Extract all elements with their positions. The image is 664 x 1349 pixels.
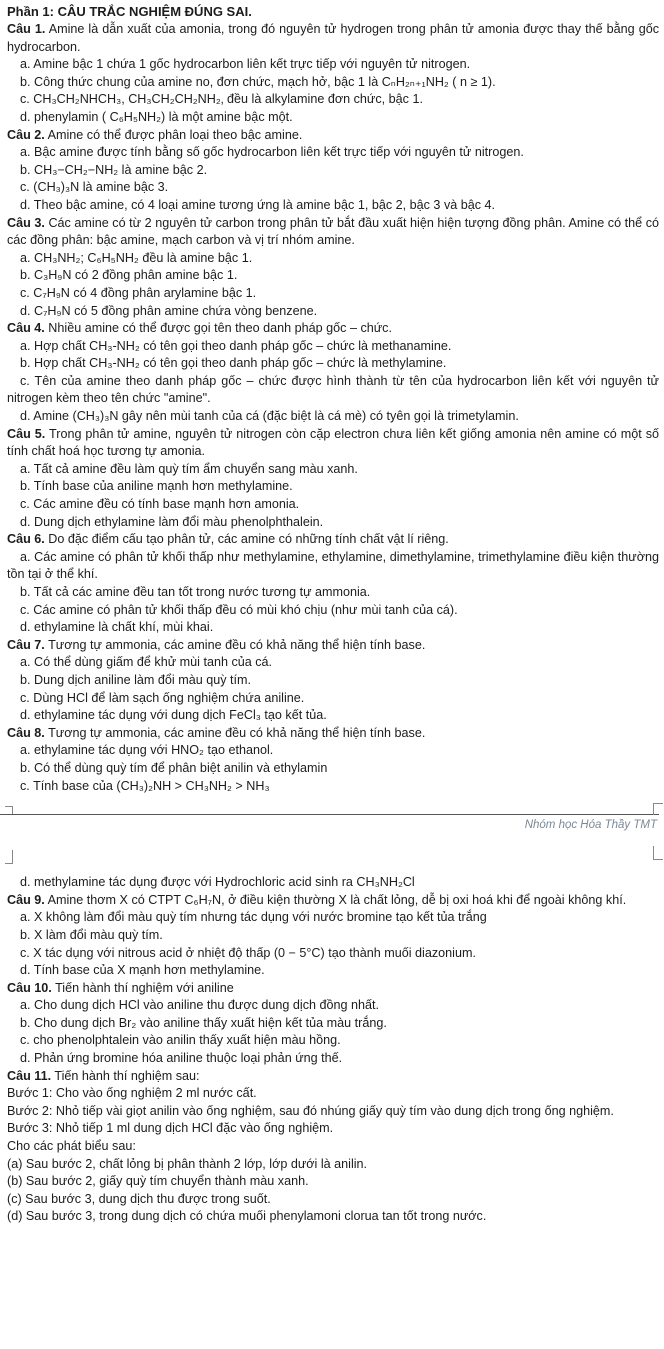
question-label: Câu 2. — [7, 127, 45, 142]
question-text: Tương tự ammonia, các amine đều có khả năng thể hiện tính base. — [44, 637, 426, 652]
procedure-line: (a) Sau bước 2, chất lỏng bị phân thành 2 lớp, lớp dưới là anilin. — [7, 1156, 368, 1171]
answer-option: c. (CH₃)₃N là amine bậc 3. — [20, 180, 169, 195]
answer-option: d. Tính base của X mạnh hơn methylamine. — [20, 963, 265, 978]
page-break — [7, 798, 659, 872]
page-break-line — [0, 814, 659, 815]
answer-option: d. Amine (CH₃)₃N gây nên mùi tanh của cá (đặc biệt là cá mè) có tyên gọi là trimetylamin. — [20, 409, 519, 424]
answer-option: a. X không làm đổi màu quỳ tím nhưng tác dụng với nước bromine tạo kết tủa trắng — [20, 910, 487, 925]
question-stem — [7, 320, 659, 338]
answer-option: c. cho phenolphtalein vào anilin thấy xuất hiện màu hồng. — [20, 1033, 341, 1048]
answer-option: a. CH₃NH₂; C₆H₅NH₂ đều là amine bậc 1. — [20, 250, 253, 265]
question-text: Nhiều amine có thể được gọi tên theo danh pháp gốc – chức. — [44, 321, 392, 336]
procedure-line: (b) Sau bước 2, giấy quỳ tím chuyển thành màu xanh. — [7, 1174, 309, 1189]
answer-option: c. X tác dụng với nitrous acid ở nhiệt độ thấp (0 − 5°C) tạo thành muối diazonium. — [20, 945, 476, 960]
answer-option: b. C₃H₉N có 2 đồng phân amine bậc 1. — [20, 268, 238, 283]
answer-option: a. Hợp chất CH₃-NH₂ có tên gọi theo danh pháp gốc – chức là methanamine. — [20, 338, 452, 353]
question-stem — [7, 426, 659, 461]
answer-option: d. ethylamine là chất khí, mùi khai. — [20, 620, 214, 635]
answer-option: a. Có thể dùng giấm để khử mùi tanh của cá. — [20, 655, 273, 670]
question-stem — [7, 127, 659, 145]
question-stem — [7, 892, 659, 910]
question-label: Câu 9. — [7, 892, 45, 907]
answer-option: b. X làm đổi màu quỳ tím. — [20, 927, 163, 942]
question-stem — [7, 980, 659, 998]
questions-part-2 — [7, 874, 659, 1226]
question-stem — [7, 531, 659, 549]
question-label: Câu 8. — [7, 725, 45, 740]
question-text: Amine thơm X có CTPT C₆H₇N, ở điều kiện thường X là chất lỏng, dễ bị oxi hoá khi để ngoài không khí. — [44, 892, 627, 907]
question-text: Trong phân tử amine, nguyên tử nitrogen còn cặp electron chưa liên kết giống amonia nên amine có một số tính chất hoá học tương tự amonia. — [7, 426, 659, 459]
answer-option: c. Dùng HCl để làm sạch ống nghiệm chứa aniline. — [20, 690, 305, 705]
answer-option: a. Tất cả amine đều làm quỳ tím ẩm chuyển sang màu xanh. — [20, 461, 358, 476]
question-text: Tiến hành thí nghiệm với aniline — [51, 980, 234, 995]
answer-option: a. Bậc amine được tính bằng số gốc hydrocarbon liên kết trực tiếp với nguyên tử nitrogen. — [20, 145, 524, 160]
answer-option: b. Cho dung dịch Br₂ vào aniline thấy xuất hiện kết tủa màu trắng. — [20, 1015, 387, 1030]
answer-option: b. CH₃−CH₂−NH₂ là amine bậc 2. — [20, 162, 208, 177]
answer-option: b. Tất cả các amine đều tan tốt trong nước tương tự ammonia. — [20, 585, 371, 599]
question-text: Các amine có từ 2 nguyên tử carbon trong phân tử bắt đầu xuất hiện hiện tượng đồng phân. Amine có thể có các đồng phân: bậc amine, mạch carbon và vị trí nhóm amine. — [7, 215, 659, 248]
crop-mark-top-left — [5, 806, 13, 814]
procedure-line: Bước 2: Nhỏ tiếp vài giọt anilin vào ống nghiệm, sau đó nhúng giấy quỳ tím vào dung dịch trong ống nghiệm. — [7, 1103, 614, 1118]
answer-option: d. Dung dịch ethylamine làm đổi màu phenolphthalein. — [20, 514, 324, 529]
question-text: Tiến hành thí nghiệm sau: — [51, 1068, 200, 1083]
question-stem — [7, 637, 659, 655]
crop-mark-bottom-right — [653, 846, 663, 860]
procedure-line: Bước 3: Nhỏ tiếp 1 ml dung dịch HCl đặc vào ống nghiệm. — [7, 1121, 334, 1136]
answer-option: a. Các amine có phân tử khối thấp như methylamine, ethylamine, dimethylamine, trimethylamine điều kiện thường tồn tại ở thể khí. — [7, 549, 659, 582]
answer-option: d. Phản ứng bromine hóa aniline thuộc loại phản ứng thế. — [20, 1051, 343, 1066]
question-label: Câu 11. — [7, 1068, 52, 1083]
answer-option: a. Cho dung dịch HCl vào aniline thu được dung dịch đồng nhất. — [20, 998, 380, 1013]
questions-part-1 — [7, 21, 659, 795]
procedure-line: (d) Sau bước 3, trong dung dịch có chứa muối phenylamoni clorua tan tốt trong nước. — [7, 1209, 487, 1224]
answer-option: b. Hợp chất CH₃-NH₂ có tên gọi theo danh pháp gốc – chức là methylamine. — [20, 356, 447, 371]
question-label: Câu 6. — [7, 532, 45, 547]
answer-option: b. Tính base của aniline mạnh hơn methylamine. — [20, 479, 293, 494]
watermark-text: Nhóm học Hóa Thầy TMT — [524, 819, 657, 832]
question-label: Câu 1. — [7, 22, 46, 36]
question-text: Do đặc điểm cấu tạo phân tử, các amine có những tính chất vật lí riêng. — [44, 532, 449, 547]
question-label: Câu 3. — [7, 215, 45, 230]
question-stem — [7, 725, 659, 743]
answer-option: c. C₇H₉N có 4 đồng phân arylamine bậc 1. — [20, 285, 257, 300]
procedure-line: Cho các phát biểu sau: — [7, 1139, 136, 1154]
crop-mark-bottom-left — [5, 850, 13, 864]
question-stem — [7, 21, 659, 56]
answer-option: d. methylamine tác dụng được với Hydrochloric acid sinh ra CH₃NH₂Cl — [20, 875, 415, 890]
answer-option: b. Dung dịch aniline làm đổi màu quỳ tím. — [20, 672, 252, 687]
question-label: Câu 4. — [7, 321, 45, 336]
answer-option: c. Tính base của (CH₃)₂NH > CH₃NH₂ > NH₃ — [20, 778, 270, 793]
question-stem — [7, 215, 659, 250]
question-text: Amine có thể được phân loại theo bậc amine. — [44, 127, 303, 142]
answer-option: d. ethylamine tác dụng với dung dịch FeCl₃ tạo kết tủa. — [20, 708, 327, 723]
answer-option: d. Theo bậc amine, có 4 loại amine tương ứng là amine bậc 1, bậc 2, bậc 3 và bậc 4. — [20, 197, 496, 212]
procedure-line: Bước 1: Cho vào ống nghiệm 2 ml nước cất. — [7, 1086, 257, 1101]
answer-option: b. Công thức chung của amine no, đơn chức, mạch hở, bậc 1 là CₙH₂ₙ₊₁NH₂ ( n ≥ 1). — [20, 74, 496, 89]
answer-option: d. phenylamin ( C₆H₅NH₂) là một amine bậc một. — [20, 109, 293, 124]
question-text: Amine là dẫn xuất của amonia, trong đó nguyên tử hydrogen trong phân tử amonia được thay thế bằng gốc hydrocarbon. — [7, 22, 659, 54]
question-label: Câu 7. — [7, 637, 45, 652]
answer-option: c. Tên của amine theo danh pháp gốc – chức được hình thành từ tên của hydrocarbon liên kết với nguyên tử nitrogen kèm theo tên chức "amine". — [7, 373, 659, 406]
answer-option: a. ethylamine tác dụng với HNO₂ tạo ethanol. — [20, 743, 274, 758]
question-label: Câu 10. — [7, 980, 52, 995]
crop-mark-top-right — [653, 803, 663, 815]
question-text: Tương tự ammonia, các amine đều có khả năng thể hiện tính base. — [44, 725, 426, 740]
question-label: Câu 5. — [7, 426, 46, 441]
answer-option: c. Các amine đều có tính base mạnh hơn amonia. — [20, 497, 300, 512]
answer-option: c. Các amine có phân tử khối thấp đều có mùi khó chịu (như mùi tanh của cá). — [20, 602, 458, 617]
answer-option: d. C₇H₉N có 5 đồng phân amine chứa vòng benzene. — [20, 303, 318, 318]
question-stem — [7, 1068, 659, 1086]
answer-option: b. Có thể dùng quỳ tím để phân biệt anilin và ethylamin — [20, 760, 328, 775]
answer-option: c. CH₃CH₂NHCH₃, CH₃CH₂CH₂NH₂‚ đều là alkylamine đơn chức, bậc 1. — [20, 92, 423, 107]
procedure-line: (c) Sau bước 3, dung dịch thu được trong suốt. — [7, 1191, 271, 1206]
section-title: Phần 1: CÂU TRẮC NGHIỆM ĐÚNG SAI. — [7, 4, 252, 19]
answer-option: a. Amine bậc 1 chứa 1 gốc hydrocarbon liên kết trực tiếp với nguyên tử nitrogen. — [20, 57, 471, 72]
